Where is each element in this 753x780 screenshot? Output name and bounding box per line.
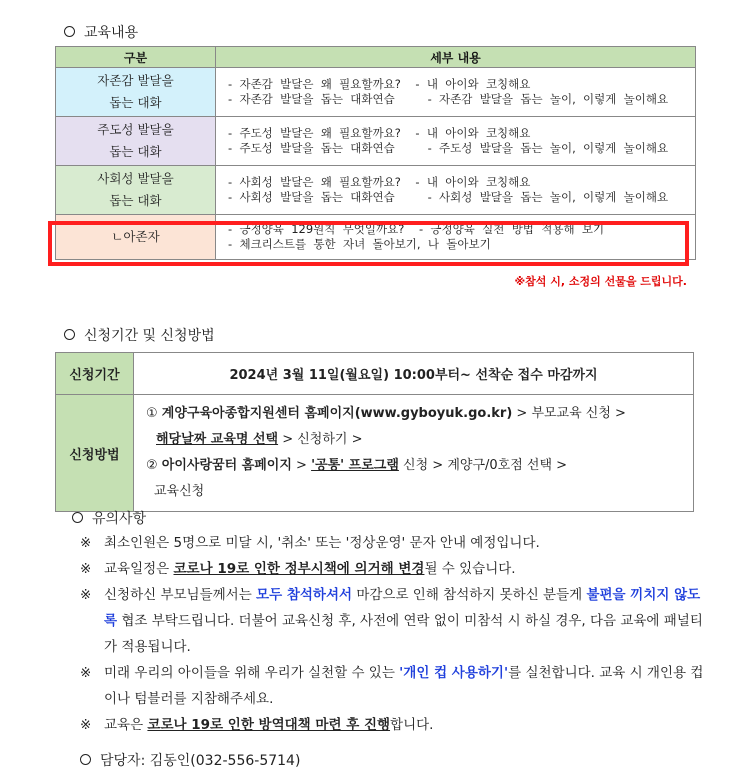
note-text: 교육일정은: [104, 561, 174, 577]
note-emphasis: 모두 참석하셔서: [256, 587, 353, 603]
note-emphasis: 코로나 19로 인한 방역대책 마련 후 진행: [147, 717, 391, 733]
table-row: [56, 117, 696, 166]
method-row: [56, 395, 694, 512]
circle-bullet-icon: [80, 754, 91, 765]
gift-note: ※참석 시, 소정의 선물을 드립니다.: [514, 275, 687, 288]
note-text: 교육은: [104, 717, 148, 733]
category-line: 돕는 대화: [109, 95, 162, 110]
category-line: 주도성 발달을: [97, 122, 174, 137]
reference-mark-icon: ※: [80, 665, 92, 681]
note-text: 신청하신 부모님들께서는: [104, 587, 257, 603]
reference-mark-icon: ※: [80, 717, 92, 733]
category-cell: [56, 215, 216, 260]
method-line-1: [146, 401, 683, 427]
method-text: >: [291, 458, 312, 473]
detail-line: - 사회성 발달은 왜 필요할까요? - 내 아이와 코칭해요: [228, 175, 531, 189]
method-number: ①: [146, 406, 158, 421]
details-cell: [216, 68, 696, 117]
contact-text: 담당자: 김동인(032-556-5714): [100, 753, 301, 769]
details-cell: [216, 215, 696, 260]
detail-line: - 주도성 발달은 왜 필요할까요? - 내 아이와 코칭해요: [228, 126, 531, 140]
method-highlight: '공통' 프로그램: [311, 458, 399, 473]
method-line-3: [146, 453, 683, 479]
circle-bullet-icon: [64, 329, 75, 340]
category-cell: [56, 117, 216, 166]
note-item: [80, 660, 710, 712]
details-cell: [216, 117, 696, 166]
category-line: 사회성 발달을: [97, 171, 174, 186]
detail-line: - 체크리스트를 통한 자녀 돌아보기, 나 돌아보기: [228, 237, 491, 251]
section-title-text: 유의사항: [92, 511, 147, 527]
method-line-2: [146, 427, 683, 453]
method-text: 교육신청: [154, 484, 205, 499]
table-row: [56, 215, 696, 260]
table-row: [56, 166, 696, 215]
section-application-title: [64, 325, 215, 345]
contact-info: [80, 750, 300, 770]
note-text: 마감으로 인해 참석하지 못하신 분들게: [352, 587, 587, 603]
education-content-table: [55, 46, 696, 260]
note-text: 협조 부탁드립니다. 더불어 교육신청 후, 사전에 연락 없이 미참석 시 하실 경우, 다음 교육에 패널티가 적용됩니다.: [104, 613, 703, 655]
section-title-text: 교육내용: [84, 25, 139, 41]
category-line: 자존감 발달을: [97, 73, 174, 88]
circle-bullet-icon: [72, 512, 83, 523]
detail-line: - 긍정양육 129원칙 무엇일까요? - 긍정양육 실천 방법 적용해 보기: [228, 222, 605, 236]
website-link[interactable]: 아이사랑꿈터 홈페이지: [161, 458, 292, 473]
category-cell: [56, 68, 216, 117]
section-education-title: [64, 22, 138, 42]
period-row: [56, 353, 694, 395]
note-item: [80, 530, 710, 556]
section-title-text: 신청기간 및 신청방법: [84, 328, 215, 344]
header-category: 구분: [56, 47, 216, 68]
note-text: 미래 우리의 아이들을 위해 우리가 실천할 수 있는: [104, 665, 400, 681]
category-line: 돕는 대화: [109, 193, 162, 208]
note-item: [80, 556, 710, 582]
notes-title: [72, 508, 710, 528]
detail-line: - 주도성 발달을 돕는 대화연습 - 주도성 발달을 돕는 놀이, 이렇게 놀이해요: [228, 141, 669, 155]
note-emphasis: 불편을 끼치지 않도록: [104, 587, 701, 629]
reference-mark-icon: ※: [80, 561, 92, 577]
table-row: [56, 68, 696, 117]
header-details: 세부 내용: [216, 47, 696, 68]
method-text: > 신청하기 >: [278, 432, 363, 447]
note-emphasis: 코로나 19로 인한 정부시책에 의거해 변경: [173, 561, 425, 577]
category-line: ㄴ아존자: [111, 229, 160, 244]
note-text: 를 실천합니다. 교육 시 개인용 컵이나 텀블러를 지참해주세요.: [104, 665, 704, 707]
reference-mark-icon: ※: [80, 535, 92, 551]
reference-mark-icon: ※: [80, 587, 92, 603]
method-text: > 부모교육 신청 >: [512, 406, 626, 421]
notes-section: [80, 508, 710, 738]
detail-line: - 자존감 발달을 돕는 대화연습 - 자존감 발달을 돕는 놀이, 이렇게 놀이해요: [228, 92, 669, 106]
circle-bullet-icon: [64, 26, 75, 37]
method-label: 신청방법: [56, 395, 134, 512]
table-header-row: [56, 47, 696, 68]
category-line: 돕는 대화: [109, 144, 162, 159]
category-cell: [56, 166, 216, 215]
period-label: 신청기간: [56, 353, 134, 395]
note-emphasis: '개인 컵 사용하기': [399, 665, 509, 681]
method-details: [134, 395, 694, 512]
method-text: 신청 > 계양구/0호점 선택 >: [398, 458, 568, 473]
method-highlight: 해당날짜 교육명 선택: [156, 432, 279, 447]
note-item: [80, 712, 710, 738]
period-value: 2024년 3월 11일(월요일) 10:00부터~ 선착순 접수 마감까지: [134, 353, 694, 395]
detail-line: - 사회성 발달을 돕는 대화연습 - 사회성 발달을 돕는 놀이, 이렇게 놀이해요: [228, 190, 669, 204]
website-link[interactable]: 계양구육아종합지원센터 홈페이지(www.gyboyuk.go.kr): [161, 406, 513, 421]
detail-line: - 자존감 발달은 왜 필요할까요? - 내 아이와 코칭해요: [228, 77, 531, 91]
note-text: 최소인원은 5명으로 미달 시, '취소' 또는 '정상운영' 문자 안내 예정입니다.: [104, 535, 540, 551]
method-number: ②: [146, 458, 158, 473]
application-table: [55, 352, 694, 512]
details-cell: [216, 166, 696, 215]
note-item: [80, 582, 710, 660]
note-text: 합니다.: [390, 717, 434, 733]
note-text: 될 수 있습니다.: [424, 561, 516, 577]
